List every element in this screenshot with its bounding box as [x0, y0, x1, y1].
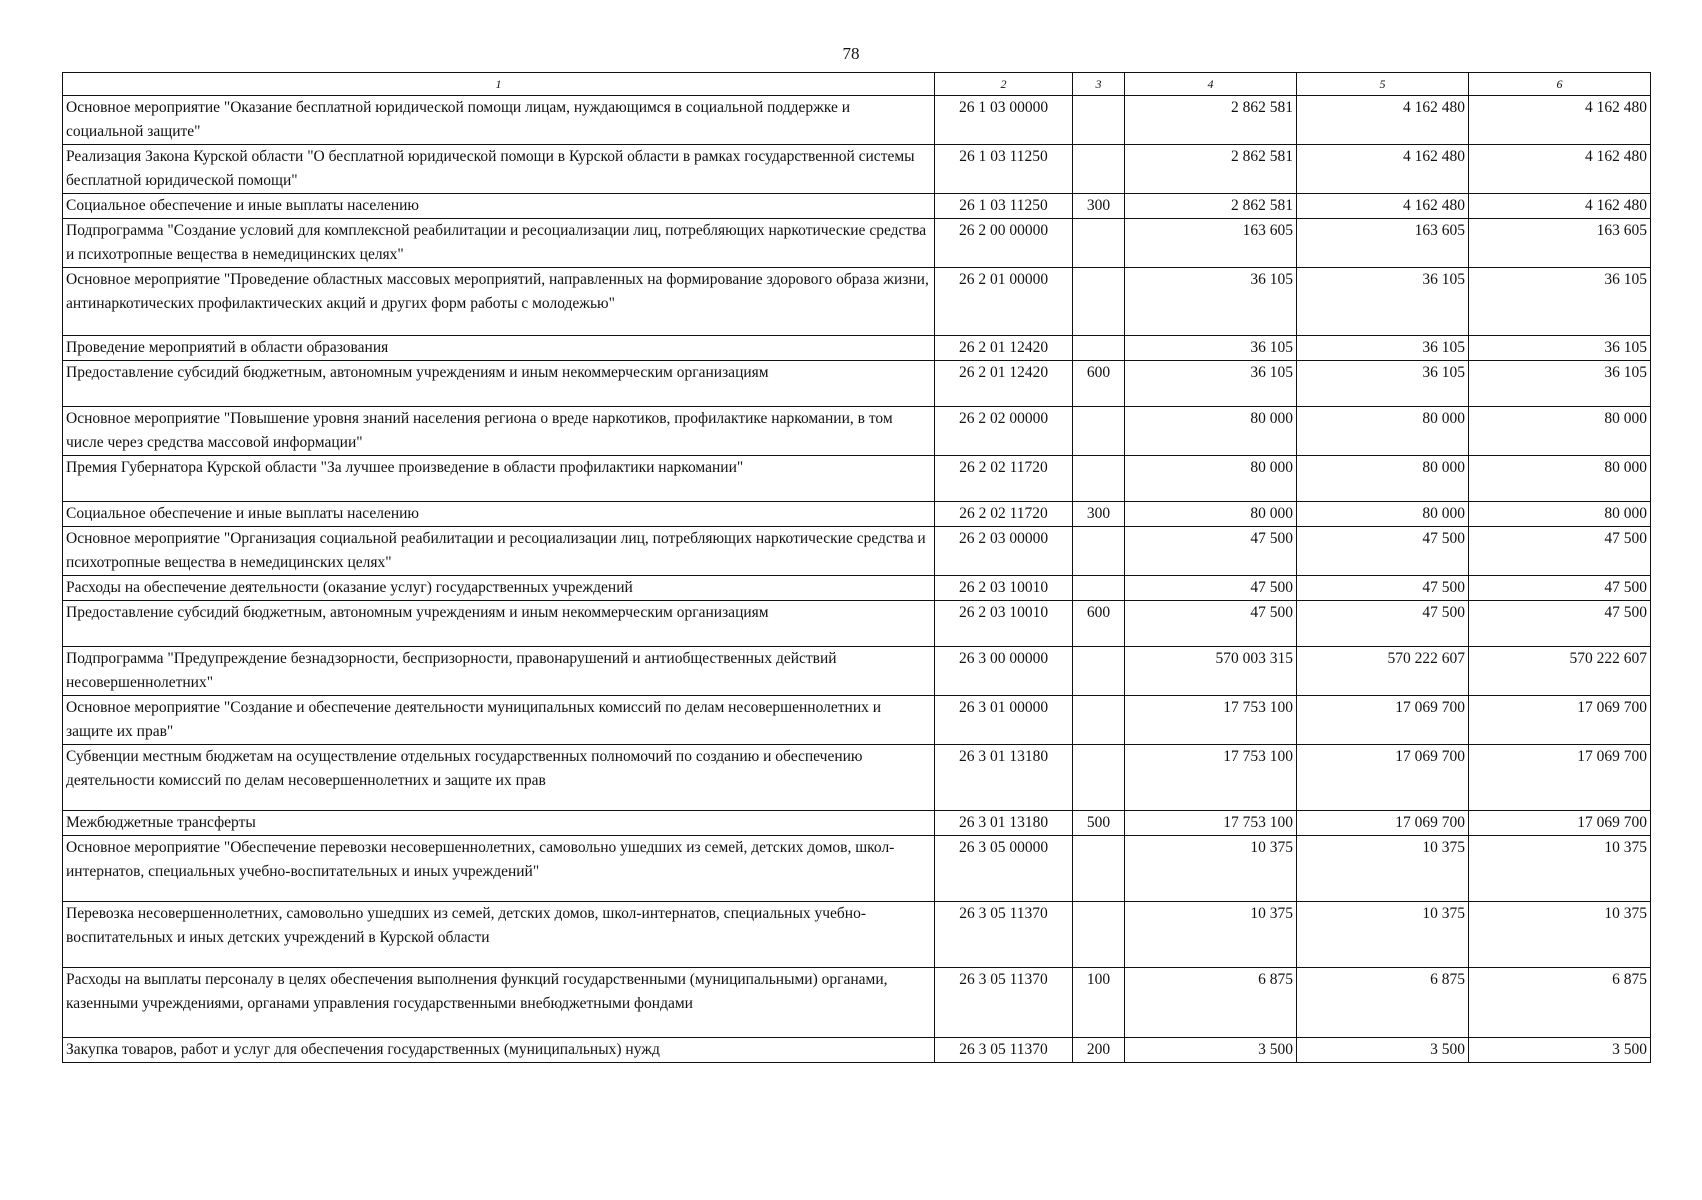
row-amount-col6: 36 105 [1469, 268, 1651, 336]
row-name: Межбюджетные трансферты [63, 811, 935, 836]
row-amount-col5: 10 375 [1297, 902, 1469, 968]
row-name: Основное мероприятие "Оказание бесплатной юридической помощи лицам, нуждающимся в социальной поддержке и социальной защите" [63, 96, 935, 145]
row-amount-col6: 3 500 [1469, 1038, 1651, 1063]
table-row [63, 696, 1651, 745]
row-amount-col6: 36 105 [1469, 361, 1651, 407]
table-row [63, 145, 1651, 194]
row-code: 26 3 01 00000 [935, 696, 1073, 745]
row-expense-type [1073, 268, 1125, 336]
row-amount-col4: 10 375 [1125, 836, 1297, 902]
row-code: 26 1 03 11250 [935, 194, 1073, 219]
row-expense-type: 600 [1073, 361, 1125, 407]
column-header-4: 4 [1125, 73, 1297, 96]
column-header-1: 1 [63, 73, 935, 96]
row-amount-col6: 80 000 [1469, 407, 1651, 456]
row-expense-type [1073, 96, 1125, 145]
table-row [63, 968, 1651, 1038]
row-amount-col5: 36 105 [1297, 268, 1469, 336]
row-amount-col4: 36 105 [1125, 361, 1297, 407]
table-row [63, 601, 1651, 647]
table-row [63, 811, 1651, 836]
row-name: Перевозка несовершеннолетних, самовольно ушедших из семей, детских домов, школ-интернатов, специальных учебно-воспитательных и иных детских учреждений в Курской области [63, 902, 935, 968]
row-amount-col4: 6 875 [1125, 968, 1297, 1038]
row-amount-col4: 36 105 [1125, 268, 1297, 336]
row-amount-col6: 80 000 [1469, 456, 1651, 502]
row-expense-type [1073, 836, 1125, 902]
row-amount-col4: 10 375 [1125, 902, 1297, 968]
row-amount-col6: 17 069 700 [1469, 811, 1651, 836]
row-code: 26 3 05 11370 [935, 968, 1073, 1038]
budget-table [62, 72, 1651, 1063]
row-amount-col4: 570 003 315 [1125, 647, 1297, 696]
row-amount-col4: 17 753 100 [1125, 696, 1297, 745]
table-row [63, 194, 1651, 219]
row-name: Предоставление субсидий бюджетным, автономным учреждениям и иным некоммерческим организациям [63, 601, 935, 647]
column-header-6: 6 [1469, 73, 1651, 96]
row-expense-type [1073, 407, 1125, 456]
row-amount-col4: 17 753 100 [1125, 745, 1297, 811]
row-amount-col6: 570 222 607 [1469, 647, 1651, 696]
row-name: Подпрограмма "Создание условий для комплексной реабилитации и ресоциализации лиц, потребляющих наркотические средства и психотропные вещества в немедицинских целях" [63, 219, 935, 268]
row-amount-col5: 36 105 [1297, 336, 1469, 361]
row-amount-col4: 47 500 [1125, 576, 1297, 601]
row-name: Социальное обеспечение и иные выплаты населению [63, 502, 935, 527]
table-row [63, 96, 1651, 145]
row-amount-col5: 10 375 [1297, 836, 1469, 902]
table-row [63, 502, 1651, 527]
row-name: Закупка товаров, работ и услуг для обеспечения государственных (муниципальных) нужд [63, 1038, 935, 1063]
row-amount-col5: 163 605 [1297, 219, 1469, 268]
row-amount-col6: 17 069 700 [1469, 745, 1651, 811]
row-expense-type [1073, 902, 1125, 968]
row-amount-col4: 80 000 [1125, 456, 1297, 502]
row-code: 26 2 03 10010 [935, 576, 1073, 601]
row-amount-col5: 6 875 [1297, 968, 1469, 1038]
row-amount-col5: 47 500 [1297, 601, 1469, 647]
row-code: 26 2 03 00000 [935, 527, 1073, 576]
row-amount-col6: 47 500 [1469, 576, 1651, 601]
row-code: 26 3 01 13180 [935, 745, 1073, 811]
row-code: 26 2 02 11720 [935, 502, 1073, 527]
row-code: 26 3 05 00000 [935, 836, 1073, 902]
row-code: 26 3 05 11370 [935, 902, 1073, 968]
row-amount-col4: 36 105 [1125, 336, 1297, 361]
row-amount-col5: 17 069 700 [1297, 696, 1469, 745]
table-row [63, 219, 1651, 268]
row-amount-col4: 47 500 [1125, 601, 1297, 647]
row-amount-col5: 36 105 [1297, 361, 1469, 407]
row-amount-col4: 3 500 [1125, 1038, 1297, 1063]
row-expense-type [1073, 527, 1125, 576]
row-expense-type [1073, 647, 1125, 696]
row-code: 26 2 01 00000 [935, 268, 1073, 336]
row-expense-type: 200 [1073, 1038, 1125, 1063]
row-amount-col6: 47 500 [1469, 527, 1651, 576]
row-expense-type: 300 [1073, 502, 1125, 527]
row-name: Основное мероприятие "Обеспечение перевозки несовершеннолетних, самовольно ушедших из семей, детских домов, школ-интернатов, специальных учебно-воспитательных и иных учреждений" [63, 836, 935, 902]
row-code: 26 2 00 00000 [935, 219, 1073, 268]
row-name: Подпрограмма "Предупреждение безнадзорности, беспризорности, правонарушений и антиобщественных действий несовершеннолетних" [63, 647, 935, 696]
table-row [63, 336, 1651, 361]
row-amount-col6: 17 069 700 [1469, 696, 1651, 745]
row-expense-type [1073, 576, 1125, 601]
row-amount-col6: 4 162 480 [1469, 194, 1651, 219]
row-code: 26 3 05 11370 [935, 1038, 1073, 1063]
table-body [63, 96, 1651, 1063]
row-code: 26 1 03 00000 [935, 96, 1073, 145]
row-code: 26 2 02 11720 [935, 456, 1073, 502]
table-row [63, 268, 1651, 336]
row-amount-col4: 2 862 581 [1125, 96, 1297, 145]
row-amount-col6: 6 875 [1469, 968, 1651, 1038]
row-expense-type: 500 [1073, 811, 1125, 836]
row-amount-col4: 80 000 [1125, 407, 1297, 456]
row-amount-col5: 17 069 700 [1297, 745, 1469, 811]
table-row [63, 902, 1651, 968]
row-amount-col6: 4 162 480 [1469, 96, 1651, 145]
row-amount-col6: 10 375 [1469, 902, 1651, 968]
row-amount-col4: 2 862 581 [1125, 145, 1297, 194]
table-row [63, 1038, 1651, 1063]
row-amount-col5: 47 500 [1297, 576, 1469, 601]
row-name: Основное мероприятие "Проведение областных массовых мероприятий, направленных на формирование здорового образа жизни, антинаркотических профилактических акций и других форм работы с молодежью" [63, 268, 935, 336]
table-row [63, 361, 1651, 407]
table-row [63, 527, 1651, 576]
row-expense-type [1073, 219, 1125, 268]
row-expense-type [1073, 336, 1125, 361]
table-row [63, 836, 1651, 902]
table-row [63, 647, 1651, 696]
row-amount-col4: 163 605 [1125, 219, 1297, 268]
row-amount-col4: 80 000 [1125, 502, 1297, 527]
row-amount-col5: 80 000 [1297, 502, 1469, 527]
row-amount-col4: 2 862 581 [1125, 194, 1297, 219]
row-amount-col4: 17 753 100 [1125, 811, 1297, 836]
row-code: 26 2 03 10010 [935, 601, 1073, 647]
row-name: Реализация Закона Курской области "О бесплатной юридической помощи в Курской области в рамках государственной системы бесплатной юридической помощи" [63, 145, 935, 194]
column-header-3: 3 [1073, 73, 1125, 96]
row-name: Расходы на обеспечение деятельности (оказание услуг) государственных учреждений [63, 576, 935, 601]
table-header-row [63, 73, 1651, 96]
row-code: 26 2 02 00000 [935, 407, 1073, 456]
row-amount-col6: 10 375 [1469, 836, 1651, 902]
row-amount-col6: 80 000 [1469, 502, 1651, 527]
row-amount-col5: 80 000 [1297, 456, 1469, 502]
row-amount-col5: 4 162 480 [1297, 145, 1469, 194]
row-expense-type: 300 [1073, 194, 1125, 219]
table-row [63, 576, 1651, 601]
row-code: 26 2 01 12420 [935, 361, 1073, 407]
row-code: 26 3 01 13180 [935, 811, 1073, 836]
row-name: Проведение мероприятий в области образования [63, 336, 935, 361]
row-name: Основное мероприятие "Повышение уровня знаний населения региона о вреде наркотиков, профилактике наркомании, в том числе через средства массовой информации" [63, 407, 935, 456]
row-amount-col5: 17 069 700 [1297, 811, 1469, 836]
row-name: Субвенции местным бюджетам на осуществление отдельных государственных полномочий по созданию и обеспечению деятельности комиссий по делам несовершеннолетних и защите их прав [63, 745, 935, 811]
row-expense-type [1073, 456, 1125, 502]
row-code: 26 1 03 11250 [935, 145, 1073, 194]
table-row [63, 745, 1651, 811]
column-header-2: 2 [935, 73, 1073, 96]
row-name: Социальное обеспечение и иные выплаты населению [63, 194, 935, 219]
row-expense-type: 100 [1073, 968, 1125, 1038]
row-amount-col5: 3 500 [1297, 1038, 1469, 1063]
row-amount-col6: 36 105 [1469, 336, 1651, 361]
row-amount-col5: 4 162 480 [1297, 194, 1469, 219]
row-amount-col5: 47 500 [1297, 527, 1469, 576]
row-expense-type [1073, 145, 1125, 194]
row-name: Расходы на выплаты персоналу в целях обеспечения выполнения функций государственными (муниципальными) органами, казенными учреждениями, органами управления государственными внебюджетными фондами [63, 968, 935, 1038]
row-amount-col6: 163 605 [1469, 219, 1651, 268]
page-number: 78 [842, 44, 860, 63]
row-amount-col5: 80 000 [1297, 407, 1469, 456]
row-code: 26 3 00 00000 [935, 647, 1073, 696]
table-row [63, 407, 1651, 456]
row-amount-col5: 4 162 480 [1297, 96, 1469, 145]
row-expense-type [1073, 745, 1125, 811]
row-name: Основное мероприятие "Создание и обеспечение деятельности муниципальных комиссий по делам несовершеннолетних и защите их прав" [63, 696, 935, 745]
column-header-5: 5 [1297, 73, 1469, 96]
row-name: Основное мероприятие "Организация социальной реабилитации и ресоциализации лиц, потребляющих наркотические средства и психотропные вещества в немедицинских целях" [63, 527, 935, 576]
row-name: Предоставление субсидий бюджетным, автономным учреждениям и иным некоммерческим организациям [63, 361, 935, 407]
row-amount-col6: 47 500 [1469, 601, 1651, 647]
row-amount-col6: 4 162 480 [1469, 145, 1651, 194]
row-expense-type: 600 [1073, 601, 1125, 647]
row-amount-col4: 47 500 [1125, 527, 1297, 576]
table-row [63, 456, 1651, 502]
row-amount-col5: 570 222 607 [1297, 647, 1469, 696]
row-name: Премия Губернатора Курской области "За лучшее произведение в области профилактики наркомании" [63, 456, 935, 502]
row-expense-type [1073, 696, 1125, 745]
row-code: 26 2 01 12420 [935, 336, 1073, 361]
